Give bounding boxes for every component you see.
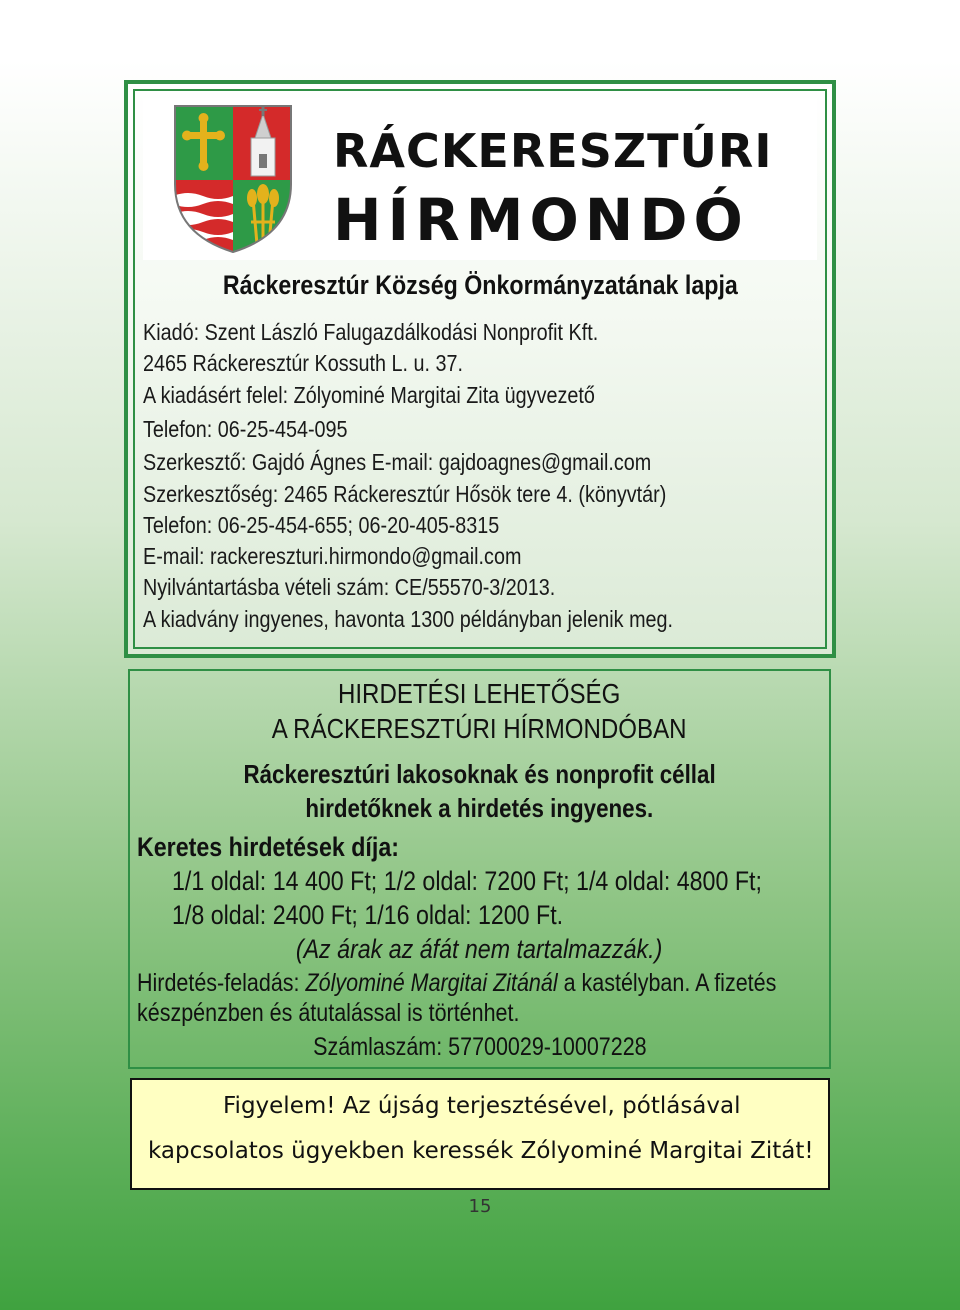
masthead (143, 98, 817, 260)
publisher-line: Szerkesztő: Gajdó Ágnes E-mail: gajdoagnes@gmail.com (143, 449, 652, 475)
advert-free-line1: Ráckeresztúri lakosoknak és nonprofit céllal (243, 759, 716, 789)
masthead-title-line1: RÁCKERESZTÚRI (333, 124, 773, 178)
publisher-line: A kiadvány ingyenes, havonta 1300 példányban jelenik meg. (143, 606, 674, 632)
publisher-line: E-mail: rackereszturi.hirmondo@gmail.com (143, 543, 522, 569)
notice-line2: kapcsolatos ügyekben keressék Zólyominé Margitai Zitát! (148, 1138, 814, 1164)
publisher-line: Nyilvántartásba vételi szám: CE/55570-3/2013. (143, 574, 556, 600)
advert-submit-name: Zólyominé Margitai Zitánál (305, 969, 558, 997)
advert-heading-line2: A RÁCKERESZTÚRI HÍRMONDÓBAN (272, 713, 687, 744)
advert-prices-line1: 1/1 oldal: 14 400 Ft; 1/2 oldal: 7200 Ft; 1/4 oldal: 4800 Ft; (172, 866, 762, 896)
masthead-title-line2: HÍRMONDÓ (333, 186, 749, 254)
advert-submit-line: Hirdetés-feladás: Zólyominé Margitai Zitánál a kastélyban. A fizetés (137, 969, 777, 997)
advert-vat-note: (Az árak az áfát nem tartalmazzák.) (296, 934, 663, 964)
publisher-line: Telefon: 06-25-454-655; 06-20-405-8315 (143, 512, 500, 538)
notice-line1: Figyelem! Az újság terjesztésével, pótlásával (223, 1093, 741, 1119)
page-number: 15 (468, 1196, 492, 1217)
advert-payment-line: készpénzben és átutalással is történhet. (137, 999, 520, 1027)
advert-account-number: Számlaszám: 57700029-10007228 (312, 1033, 647, 1061)
advert-prices-line2: 1/8 oldal: 2400 Ft; 1/16 oldal: 1200 Ft. (172, 900, 564, 930)
publisher-line: 2465 Ráckeresztúr Kossuth L. u. 37. (143, 350, 463, 376)
publisher-title: Ráckeresztúr Község Önkormányzatának lapja (222, 270, 738, 300)
advert-heading-line1: HIRDETÉSI LEHETŐSÉG (338, 678, 621, 709)
publisher-line: A kiadásért felel: Zólyominé Margitai Zita ügyvezető (143, 382, 595, 408)
advert-prices-label: Keretes hirdetések díja: (137, 832, 399, 862)
publisher-line: Telefon: 06-25-454-095 (143, 416, 348, 442)
publisher-line: Szerkesztőség: 2465 Ráckeresztúr Hősök tere 4. (könyvtár) (143, 481, 667, 507)
publisher-line: Kiadó: Szent László Falugazdálkodási Nonprofit Kft. (143, 319, 599, 345)
advert-free-line2: hirdetőknek a hirdetés ingyenes. (305, 793, 654, 823)
coat-of-arms-icon (173, 104, 293, 254)
